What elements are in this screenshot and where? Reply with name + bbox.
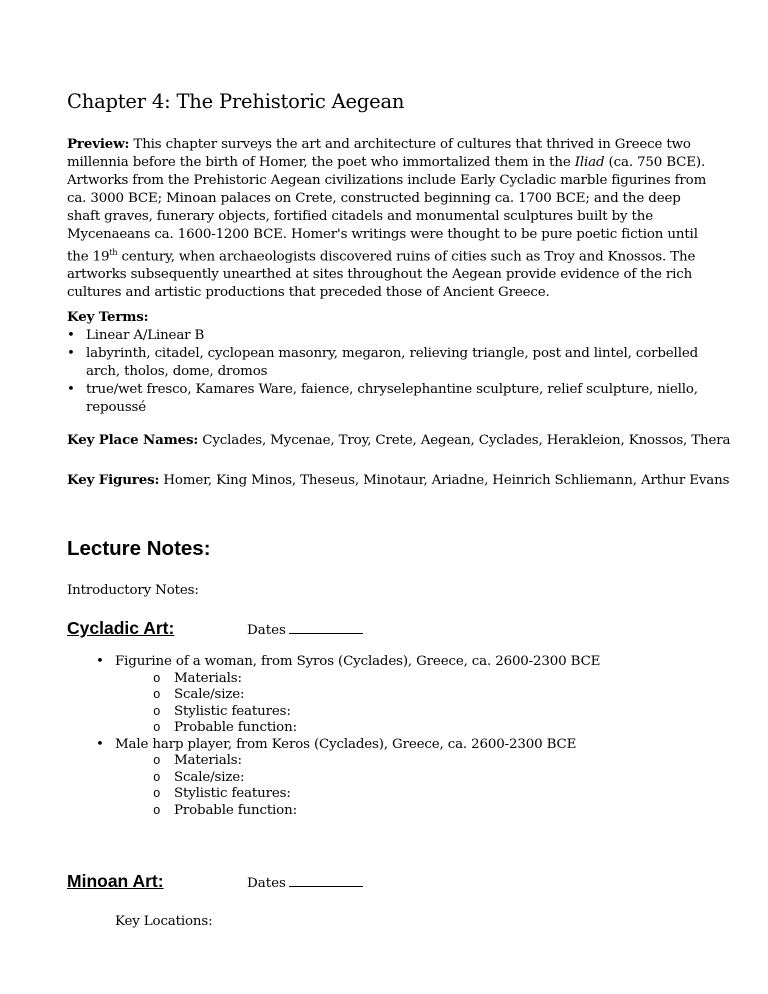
key-figures-label: Key Figures:	[67, 472, 160, 488]
key-figures-text: Homer, King Minos, Theseus, Minotaur, Ariadne, Heinrich Schliemann, Arthur Evans	[159, 473, 730, 488]
key-terms-label: Key Terms:	[67, 309, 149, 325]
cycladic-dates-field	[247, 621, 363, 638]
artwork-field: o Materials:	[153, 753, 716, 770]
preview-work-title: Iliad	[574, 155, 605, 170]
artwork-field: o Probable function:	[153, 720, 716, 737]
minoan-dates-label: Dates	[247, 876, 286, 891]
key-terms-list	[67, 327, 717, 417]
artwork-field: o Scale/size:	[153, 687, 716, 704]
artwork-field: o Probable function:	[153, 803, 716, 820]
preview-text-1: This chapter surveys the art and architecture of cultures that thrived in Greece two millennia before the birth of Homer, the poet who immortalized them in the	[67, 137, 691, 170]
key-locations-label: Key Locations:	[115, 914, 213, 929]
chapter-title: Chapter 4: The Prehistoric Aegean	[67, 90, 405, 113]
key-figures-line	[67, 471, 730, 490]
key-term-item: • Linear A/Linear B	[67, 327, 717, 345]
cycladic-dates-blank[interactable]	[289, 621, 363, 634]
artwork-field: o Materials:	[153, 671, 716, 688]
artwork-item	[96, 737, 716, 820]
artwork-field: o Scale/size:	[153, 770, 716, 787]
key-term-item: • true/wet fresco, Kamares Ware, faience, chryselephantine sculpture, relief sculpture, niello, repoussé	[67, 381, 717, 417]
preview-text-3: century, when archaeologists discovered ruins of cities such as Troy and Knossos. The artworks subsequently unearthed at sites throughout the Aegean provide evidence of the rich cultures and artistic productions that preceded those of Ancient Greece.	[67, 249, 696, 301]
preview-text-2: (ca. 750 BCE). Artworks from the Prehistoric Aegean civilizations include Early Cycladic marble figurines from ca. 3000 BCE; Minoan palaces on Crete, constructed beginning ca. 1700 BCE; and the deep shaft graves, funerary objects, fortified citadels and monumental sculptures built by the Mycenaeans ca. 1600-1200 BCE. Homer's writings were thought to be pure poetic fiction until the 19	[67, 155, 707, 265]
cycladic-art-heading: Cycladic Art:	[67, 618, 175, 638]
key-places-text: Cyclades, Mycenae, Troy, Crete, Aegean, Cyclades, Herakleion, Knossos, Thera	[198, 433, 731, 448]
minoan-dates-blank[interactable]	[289, 874, 363, 887]
key-terms-section	[67, 308, 717, 417]
artwork-title: Male harp player, from Keros (Cyclades), Greece, ca. 2600-2300 BCE	[115, 736, 577, 752]
lecture-notes-heading: Lecture Notes:	[67, 537, 211, 560]
cycladic-works-list	[96, 654, 716, 819]
introductory-notes-label: Introductory Notes:	[67, 583, 199, 598]
preview-superscript: th	[109, 248, 118, 257]
key-places-line	[67, 431, 731, 450]
preview-label: Preview:	[67, 136, 130, 152]
artwork-field: o Stylistic features:	[153, 704, 716, 721]
cycladic-dates-label: Dates	[247, 623, 286, 638]
artwork-item	[96, 654, 716, 737]
artwork-title: Figurine of a woman, from Syros (Cyclades), Greece, ca. 2600-2300 BCE	[115, 654, 601, 669]
minoan-dates-field	[247, 874, 363, 891]
preview-paragraph	[67, 135, 707, 302]
key-term-item: • labyrinth, citadel, cyclopean masonry, megaron, relieving triangle, post and lintel, corbelled arch, tholos, dome, dromos	[67, 345, 717, 381]
minoan-art-heading: Minoan Art:	[67, 871, 164, 891]
artwork-field: o Stylistic features:	[153, 786, 716, 803]
key-places-label: Key Place Names:	[67, 432, 199, 448]
